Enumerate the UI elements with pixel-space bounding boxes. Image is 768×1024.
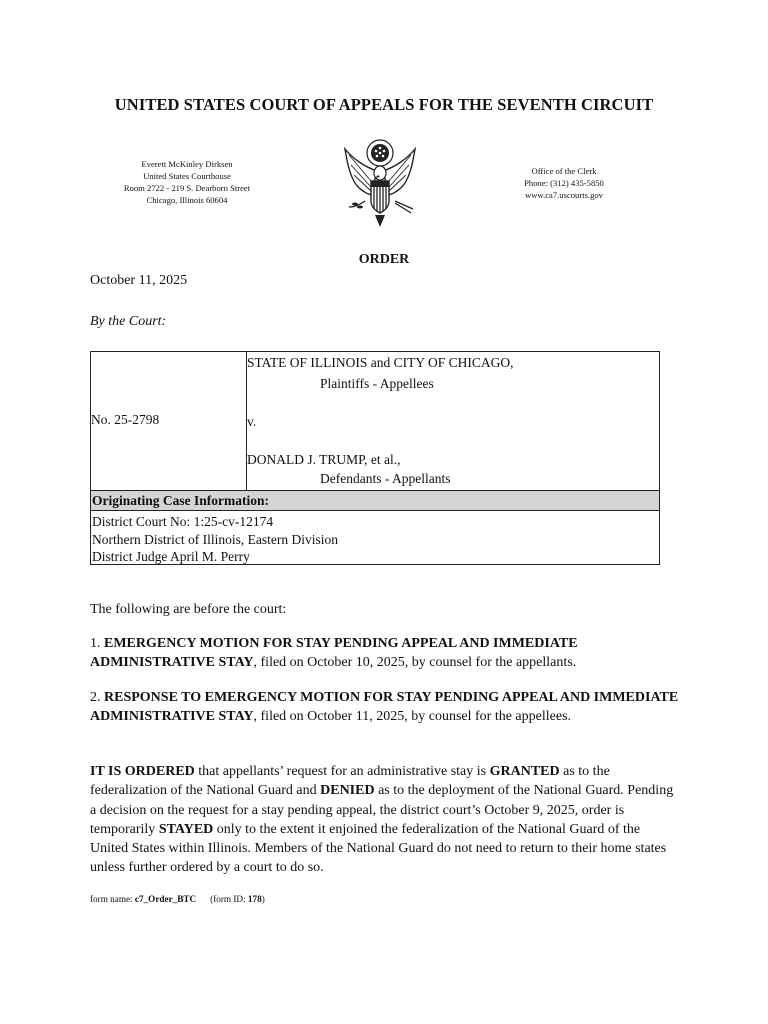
order-text: only to the extent it enjoined the federalization of the National Guard of the United States within Illinois. Members of the National Guard do not need to return to their home states unless further ordered by a court to do so. [90, 821, 667, 876]
case-number: No. 25-2798 [91, 412, 160, 427]
case-caption-table [90, 351, 660, 565]
origin-line: District Court No: 1:25-cv-12174 [92, 514, 274, 529]
address-line: United States Courthouse [143, 171, 231, 181]
contact-line: Phone: (312) 435-5850 [524, 178, 604, 188]
case-number-cell [91, 352, 247, 490]
motion-item-1 [90, 634, 680, 673]
denied-word: DENIED [320, 783, 375, 799]
form-name: c7_Order_BTC [134, 894, 197, 904]
plaintiffs: STATE OF ILLINOIS and CITY OF CHICAGO, [247, 355, 514, 370]
originating-case-header: Originating Case Information: [91, 490, 659, 511]
clerk-contact [508, 165, 620, 201]
contact-line: Office of the Clerk [531, 166, 597, 176]
versus: v. [247, 414, 257, 429]
eagle-seal-icon [335, 137, 425, 229]
motion-title: RESPONSE TO EMERGENCY MOTION FOR STAY PENDING APPEAL AND IMMEDIATE ADMINISTRATIVE STAY [90, 690, 679, 725]
plaintiffs-role: Plaintiffs - Appellees [320, 376, 434, 391]
parties-cell [247, 352, 659, 490]
motion-details: , filed on October 11, 2025, by counsel for the appellees. [253, 709, 572, 725]
motion-item-2 [90, 688, 680, 727]
address-line: Chicago, Illinois 60604 [146, 195, 228, 205]
origin-line: Northern District of Illinois, Eastern Division [92, 531, 338, 547]
origin-line: District Judge April M. Perry [92, 549, 250, 564]
by-the-court: By the Court: [90, 314, 167, 329]
form-name-label: form name: [90, 894, 135, 904]
order-text: that appellants’ request for an administrative stay is [194, 764, 490, 779]
order-paragraph [90, 762, 680, 878]
intro-paragraph: The following are before the court: [90, 602, 287, 617]
contact-line: www.ca7.uscourts.gov [525, 190, 603, 200]
order-text: as to the deployment of the National Guard. Pending a decision on the request for a stay pending appeal, the district court’s October 9, 2025, order is temporarily [90, 783, 674, 837]
address-line: Room 2722 - 219 S. Dearborn Street [123, 183, 251, 193]
ordered-phrase: IT IS ORDERED [90, 764, 195, 779]
motion-details: , filed on October 10, 2025, by counsel for the appellants. [253, 655, 577, 671]
defendants-role: Defendants - Appellants [320, 471, 451, 486]
item-number: 1. [90, 636, 104, 651]
court-title: UNITED STATES COURT OF APPEALS FOR THE SEVENTH CIRCUIT [114, 95, 654, 114]
form-footer [90, 894, 265, 904]
form-id: 178 [247, 894, 262, 904]
item-number: 2. [90, 690, 104, 705]
stayed-word: STAYED [158, 821, 214, 837]
form-id-close: ) [261, 894, 265, 904]
courthouse-address [110, 158, 264, 206]
order-date: October 11, 2025 [90, 273, 188, 288]
originating-case-info [92, 513, 338, 566]
form-id-label: (form ID: [210, 894, 248, 904]
granted-word: GRANTED [489, 764, 560, 779]
defendants: DONALD J. TRUMP, et al., [247, 452, 401, 467]
motion-title: EMERGENCY MOTION FOR STAY PENDING APPEAL AND IMMEDIATE ADMINISTRATIVE STAY [90, 636, 578, 671]
order-text: as to the federalization of the National Guard and [90, 764, 610, 799]
address-line: Everett McKinley Dirksen [141, 159, 233, 169]
order-title: ORDER [358, 252, 410, 267]
